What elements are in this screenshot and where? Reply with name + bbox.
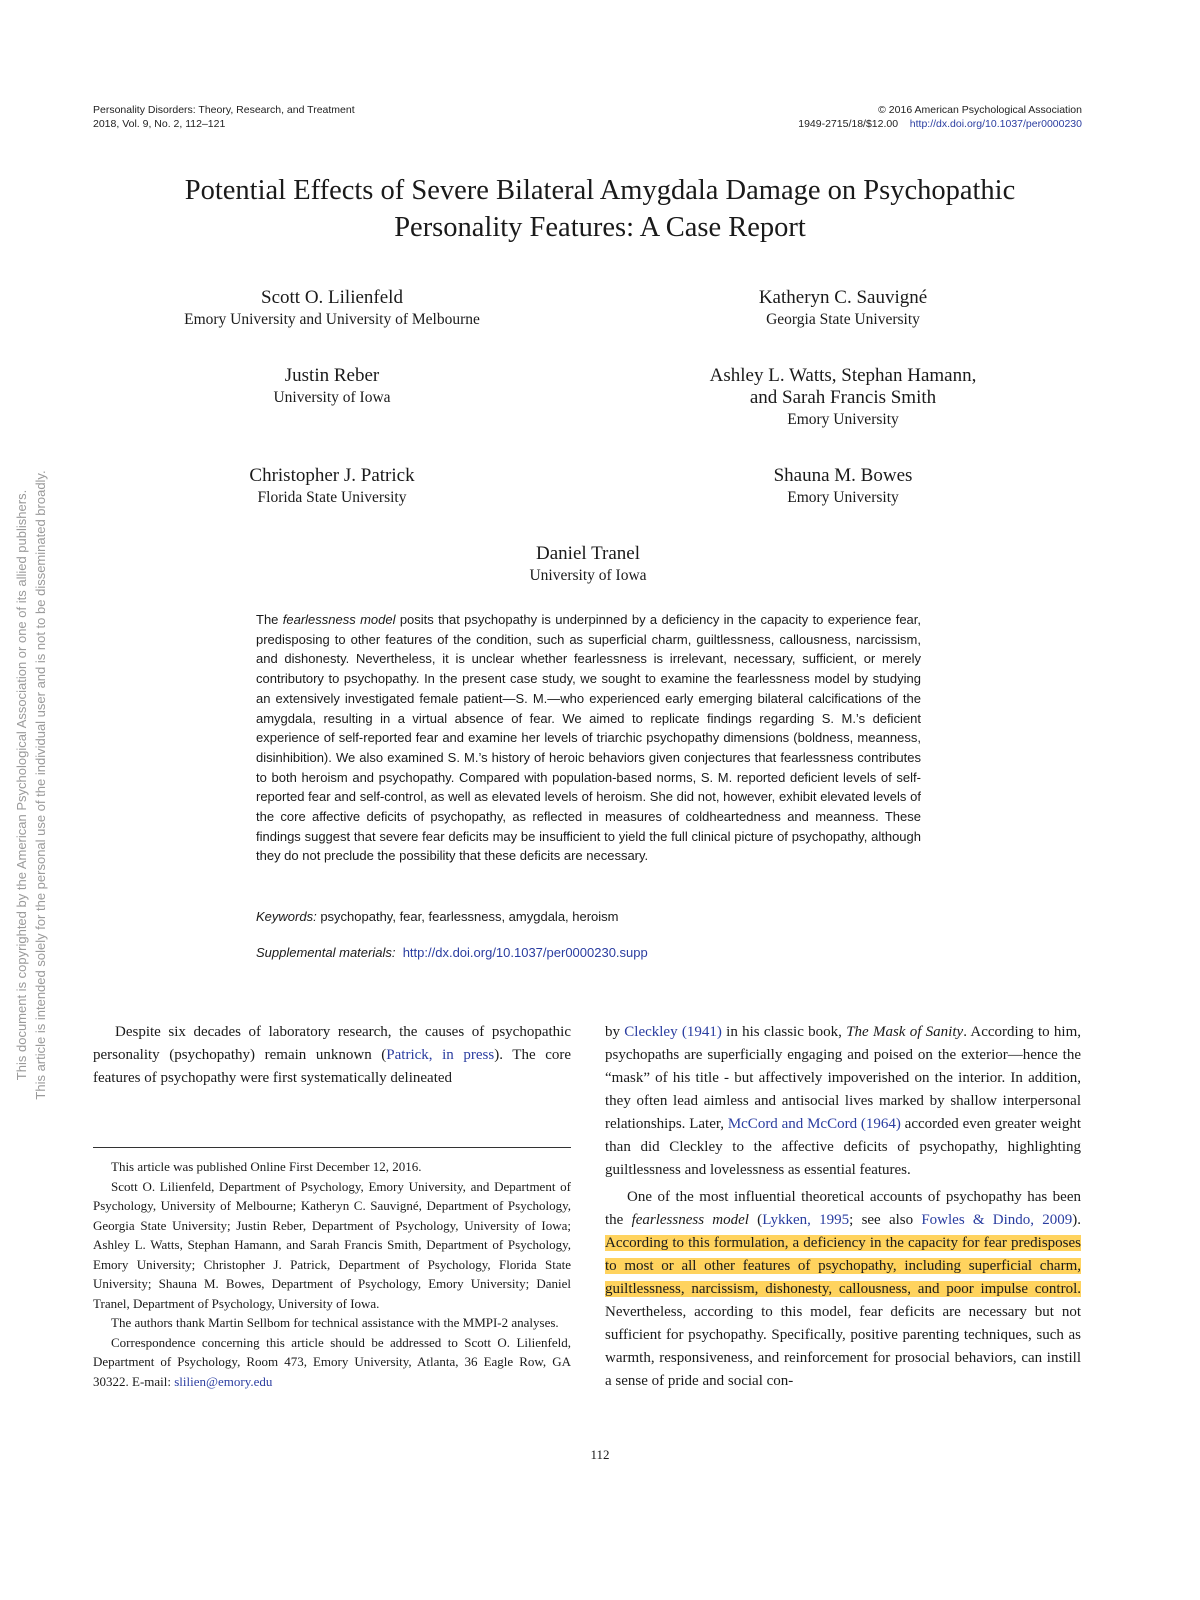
supplemental-link[interactable]: http://dx.doi.org/10.1037/per0000230.supp [402, 945, 648, 960]
author-block [358, 543, 818, 586]
footnote: Correspondence concerning this article should be addressed to Scott O. Lilienfeld, Department of Psychology, Room 473, Emory University, Atlanta, 36 Eagle Row, GA 30322. E-mail: slilien@emory.edu [93, 1334, 571, 1389]
model-term: fearlessness model [631, 1212, 749, 1228]
keywords [256, 908, 921, 926]
author-affiliation: University of Iowa [273, 389, 391, 406]
author-affiliation: Florida State University [257, 489, 407, 506]
author-affiliation: Emory University [787, 411, 899, 428]
author-name: Christopher J. Patrick [249, 465, 415, 486]
author-name: Shauna M. Bowes [773, 465, 913, 486]
body-paragraph: Despite six decades of laboratory research, the causes of psychopathic personality (psychopathy) remain unknown (Patrick, in press). The core features of psychopathy were first systematically delineated [93, 1024, 572, 1086]
body-paragraph: by Cleckley (1941) in his classic book, The Mask of Sanity. According to him, psychopaths are superficially engaging and poised on the exterior—hence the “mask” of his title - but affectively impoverished on the interior. In addition, they often lead aimless and antisocial lives marked by shallow interpersonal relationships. Later, McCord and McCord (1964) accorded even greater weight than did Cleckley to the affective deficits of psychopathy, highlighting guiltlessness and lovelessness as essential features. [605, 1024, 1082, 1178]
citation-link[interactable]: Patrick, in press [386, 1047, 495, 1063]
body-column-right [605, 1021, 1081, 1393]
author-affiliation: Emory University [787, 489, 899, 506]
author-name: Justin Reber [284, 365, 380, 386]
keywords-text: psychopathy, fear, fearlessness, amygdala, heroism [316, 909, 619, 924]
author-name: Katheryn C. Sauvigné [758, 287, 928, 308]
article-title [60, 172, 1140, 246]
author-name: Scott O. Lilienfeld [261, 287, 403, 308]
author-affiliation: Emory University and University of Melbourne [184, 311, 480, 328]
footnote: Scott O. Lilienfeld, Department of Psychology, Emory University, and Department of Psychology, University of Melbourne; Katheryn C. Sauvigné, Department of Psychology, Georgia State University; Justin Reber, Department of Psychology, University of Iowa; Ashley L. Watts, Stephan Hamann, and Sarah Francis Smith, Department of Psychology, Emory University; Christopher J. Patrick, Department of Psychology, Florida State University; Shauna M. Bowes, Department of Psychology, Emory University; Daniel Tranel, Department of Psychology, University of Iowa. [93, 1178, 571, 1311]
footnote-rule [93, 1147, 571, 1148]
abstract-text: posits that psychopathy is underpinned by a deficiency in the capacity to experience fear, predisposing to other features of the condition, such as superficial charm, guiltlessness, callousness, narcissism, and dishonesty. Nevertheless, it is unclear whether fearlessness is irrelevant, necessary, sufficient, or merely contributory to psychopathy. In the present case study, we sought to examine the fearlessness model by studying an extensively investigated female patient—S. M.—who experienced early emerging bilateral calcifications of the amygdala, resulting in a virtual absence of fear. We aimed to replicate findings regarding S. M.’s deficient experience of self-reported fear and examine her levels of triarchic psychopathy dimensions (boldness, meanness, disinhibition). We also examined S. M.’s history of heroic behaviors given conjectures that fearlessness contributes to both heroism and psychopathy. Compared with population-based norms, S. M. reported deficient levels of self-reported fear and self-control, as well as elevated levels of heroism. She did not, however, exhibit elevated levels of the core affective deficits of psychopathy, as reflected in measures of coldheartedness and meanness. These findings suggest that severe fear deficits may be insufficient to yield the full clinical picture of psychopathy, although they do not preclude the possibility that these deficits are necessary. [256, 612, 921, 864]
citation-link[interactable]: Fowles & Dindo, 2009 [921, 1212, 1073, 1228]
watermark-line-1: This document is copyrighted by the American Psychological Association or one of its allied publishers. [14, 489, 29, 1081]
author-affiliation: University of Iowa [529, 567, 647, 584]
author-block [102, 287, 562, 330]
citation-link[interactable]: Lykken, 1995 [762, 1212, 850, 1228]
book-title: The Mask of Sanity [846, 1024, 964, 1040]
citation-link[interactable]: McCord and McCord (1964) [727, 1116, 901, 1132]
abstract-term: fearlessness model [282, 612, 396, 627]
journal-issue: 2018, Vol. 9, No. 2, 112–121 [93, 118, 226, 130]
author-block [102, 465, 562, 508]
title-line-2: Personality Features: A Case Report [394, 212, 806, 243]
running-header-right [582, 103, 1082, 131]
footnote: The authors thank Martin Sellbom for technical assistance with the MMPI-2 analyses. [111, 1315, 559, 1330]
author-name-cont: and Sarah Francis Smith [749, 387, 937, 408]
citation-link[interactable]: Cleckley (1941) [624, 1024, 722, 1040]
footnotes [93, 1157, 571, 1391]
author-affiliation: Georgia State University [766, 311, 920, 328]
email-link[interactable]: slilien@emory.edu [174, 1373, 273, 1389]
highlighted-text[interactable]: According to this formulation, a deficiency in the capacity for fear predisposes to most or all other features of psychopathy, including superficial charm, guiltlessness, narcissism, dishonesty, callousness, and poor impulse control. [605, 1235, 1081, 1297]
body-column-left [93, 1021, 571, 1090]
author-block [613, 465, 1073, 508]
doi-link[interactable]: http://dx.doi.org/10.1037/per0000230 [909, 118, 1082, 130]
author-block [102, 365, 562, 408]
author-block [613, 365, 1073, 430]
issn: 1949-2715/18/$12.00 [798, 118, 899, 130]
author-name: Ashley L. Watts, Stephan Hamann, [709, 365, 977, 386]
supplemental-materials [256, 944, 921, 962]
issn-doi-line [582, 117, 1082, 131]
keywords-label: Keywords: [256, 909, 317, 924]
page-number: 112 [590, 1447, 610, 1462]
body-paragraph: One of the most influential theoretical accounts of psychopathy has been the fearlessness model (Lykken, 1995; see also Fowles & Dindo, 2009). According to this formulation, a deficiency in the capacity for fear predisposes to most or all other features of psychopathy, including superficial charm, guiltlessness, narcissism, dishonesty, callousness, and poor impulse control. Nevertheless, according to this model, fear deficits are necessary but not sufficient for psychopathy. Specifically, positive parenting techniques, such as warmth, responsiveness, and reinforcement for prosocial behaviors, can instill a sense of pride and social con- [605, 1189, 1082, 1389]
author-name: Daniel Tranel [536, 543, 640, 564]
watermark-line-2: This article is intended solely for the personal use of the individual user and is not to be disseminated broadly. [33, 470, 48, 1100]
journal-name: Personality Disorders: Theory, Research, and Treatment [93, 104, 355, 116]
copyright-watermark [12, 435, 50, 1135]
supplemental-label: Supplemental materials: [256, 945, 396, 960]
footnote: This article was published Online First December 12, 2016. [111, 1159, 422, 1174]
title-line-1: Potential Effects of Severe Bilateral Amygdala Damage on Psychopathic [184, 175, 1016, 206]
running-header-left [93, 103, 593, 131]
author-block [613, 287, 1073, 330]
copyright-notice: © 2016 American Psychological Association [878, 104, 1082, 116]
abstract: The fearlessness model posits that psychopathy is underpinned by a deficiency in the capacity to experience fear, predisposing to other features of the condition, such as superficial charm, guiltlessness, callousness, narcissism, and dishonesty. Nevertheless, it is unclear whether fearlessness is irrelevant, necessary, sufficient, or merely contributory to psychopathy. In the present case study, we sought to examine the fearlessness model by studying an extensively investigated female patient—S. M.—who experienced early emerging bilateral calcifications of the amygdala, resulting in a virtual absence of fear. We aimed to replicate findings regarding S. M.’s deficient experience of self-reported fear and examine her levels of triarchic psychopathy dimensions (boldness, meanness, disinhibition). We also examined S. M.’s history of heroic behaviors given conjectures that fearlessness contributes to both heroism and psychopathy. Compared with population-based norms, S. M. reported deficient levels of self-reported fear and self-control, as well as elevated levels of heroism. She did not, however, exhibit elevated levels of the core affective deficits of psychopathy, as reflected in measures of coldheartedness and meanness. These findings suggest that severe fear deficits may be insufficient to yield the full clinical picture of psychopathy, although they do not preclude the possibility that these deficits are necessary. [256, 612, 921, 864]
